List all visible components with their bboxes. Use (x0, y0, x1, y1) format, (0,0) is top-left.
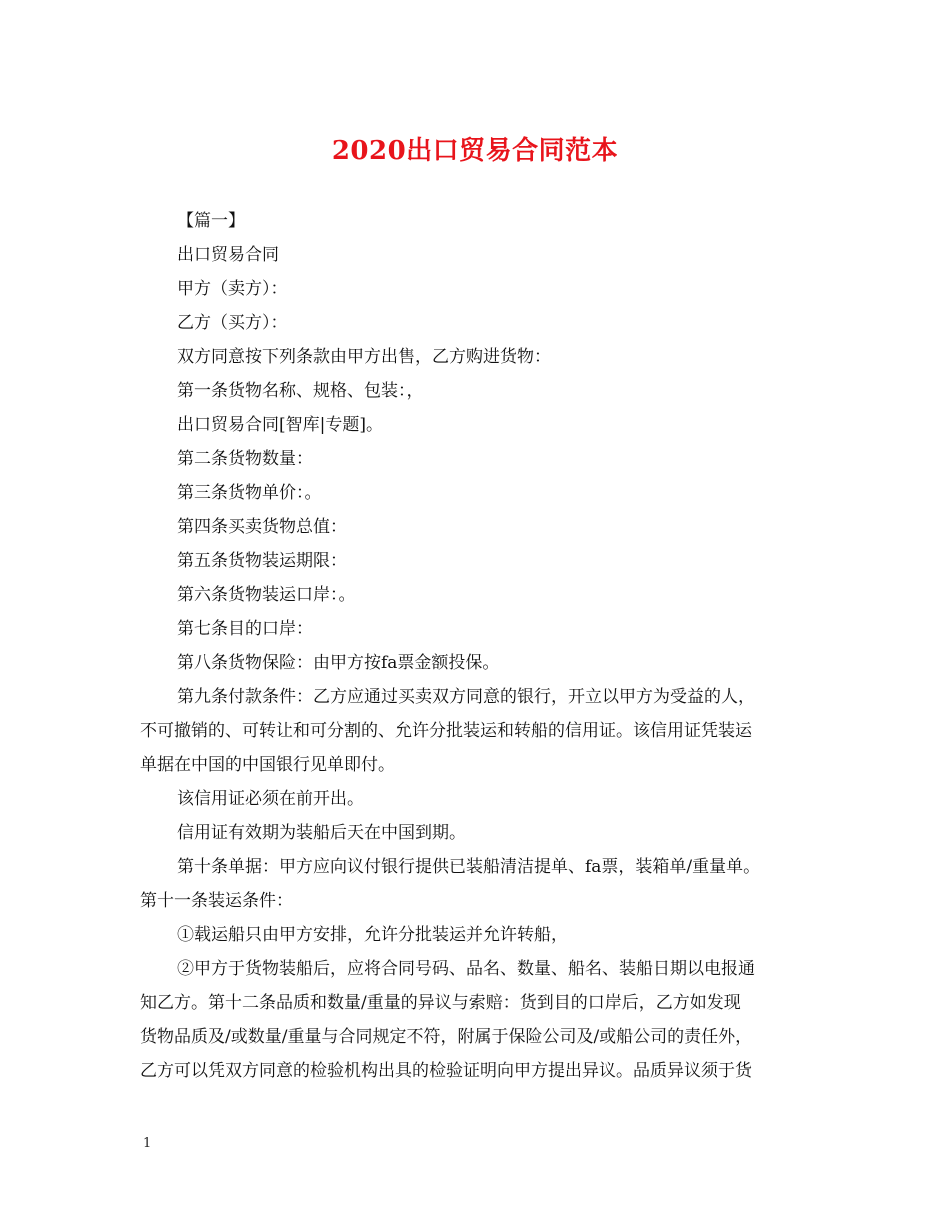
paragraph-line: 乙方可以凭双方同意的检验机构出具的检验证明向甲方提出异议。品质异议须于货 (140, 1061, 752, 1081)
paragraph-line: 第五条货物装运期限： (177, 551, 347, 571)
paragraph-line: 该信用证必须在前开出。 (177, 789, 364, 809)
paragraph-line: 信用证有效期为装船后天在中国到期。 (177, 823, 466, 843)
paragraph-line: 单据在中国的中国银行见单即付。 (140, 755, 395, 775)
paragraph-line: 第一条货物名称、规格、包装：， (177, 381, 424, 401)
paragraph-line: 双方同意按下列条款由甲方出售，乙方购进货物： (177, 347, 551, 367)
paragraph-line: 第十条单据：甲方应向议付银行提供已装船清洁提单、fa票，装箱单/重量单。 (177, 857, 761, 877)
paragraph-line: 第八条货物保险：由甲方按fa票金额投保。 (177, 653, 500, 673)
paragraph-line: ①载运船只由甲方安排，允许分批装运并允许转船， (177, 925, 568, 945)
paragraph-line: 出口贸易合同[智库|专题]。 (177, 415, 383, 435)
document-body (140, 204, 830, 1088)
paragraph-line: 第六条货物装运口岸：。 (177, 585, 356, 605)
paragraph-line: 【篇一】 (177, 211, 245, 231)
paragraph-line: 第十一条装运条件： (140, 891, 293, 911)
paragraph-line: 乙方（买方）： (177, 313, 288, 333)
paragraph-line: 出口贸易合同 (177, 245, 279, 265)
paragraph-line: 不可撤销的、可转让和可分割的、允许分批装运和转船的信用证。该信用证凭装运 (140, 721, 752, 741)
document-title: 2020出口贸易合同范本 (331, 136, 619, 166)
paragraph-line: 甲方（卖方）： (177, 279, 288, 299)
paragraph-line: 第七条目的口岸： (177, 619, 313, 639)
paragraph-line: 货物品质及/或数量/重量与合同规定不符，附属于保险公司及/或船公司的责任外， (140, 1027, 753, 1047)
paragraph-line: 第九条付款条件：乙方应通过买卖双方同意的银行，开立以甲方为受益的人， (177, 687, 755, 707)
page-number: 1 (143, 1136, 152, 1151)
paragraph-line: ②甲方于货物装船后，应将合同号码、品名、数量、船名、装船日期以电报通 (177, 959, 755, 979)
paragraph-line: 第二条货物数量： (177, 449, 313, 469)
paragraph-line: 第三条货物单价：。 (177, 483, 322, 503)
paragraph-line: 知乙方。第十二条品质和数量/重量的异议与索赔：货到目的口岸后，乙方如发现 (140, 993, 741, 1013)
paragraph-line: 第四条买卖货物总值： (177, 517, 347, 537)
